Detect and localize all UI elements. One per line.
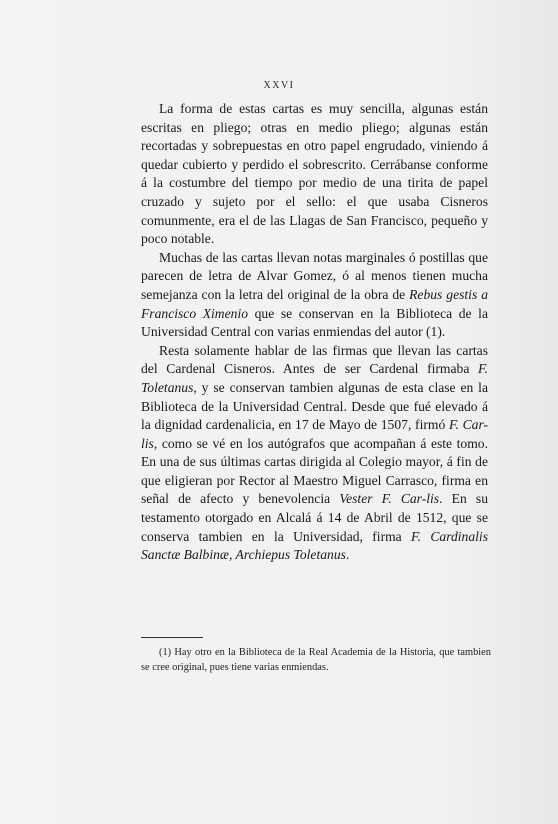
paragraph-3-text-d: . En su testamento otorgado en Alcalá á 14 de Abril de 1512, que se conserva tambien en la Universidad, firma xyxy=(141,491,488,544)
signature-f-car-lis: F. Car-lis xyxy=(141,417,488,451)
footnote: (1) Hay otro en la Biblioteca de la Real Academia de la Historia, que tambien se cree original, pues tiene varias enmiendas. xyxy=(141,647,491,673)
paragraph-3-text-c: , como se vé en los autógrafos que acompañan á este tomo. En una de sus últimas cartas dirigida al Colegio mayor, á fin de que eligieran por Rector al Maestro Miguel Carrasco, firma en señal de afecto y benevolencia xyxy=(141,435,488,507)
paragraph-3 xyxy=(141,342,488,565)
signature-f-toletanus: F. Toletanus xyxy=(141,361,488,395)
paragraph-2-text-b: que se conservan en la Biblioteca de la Universidad Central con varias enmiendas del autor (1). xyxy=(141,305,488,340)
signature-vester-f-car-lis: Vester F. Car-lis xyxy=(339,491,440,507)
paragraph-1 xyxy=(141,100,488,249)
paragraph-2-text-a: Muchas de las cartas llevan notas marginales ó postillas que parecen de letra de Alvar Gomez, ó al menos tienen mucha semejanza con la letra del original de la obra de xyxy=(141,249,488,302)
paragraph-2 xyxy=(141,249,488,342)
paragraph-3-text-e: . xyxy=(345,547,350,563)
paragraph-1-text: La forma de estas cartas es muy sencilla, algunas están escritas en pliego; otras en medio pliego; algunas están recortadas y sobrepuestas en otro papel engrudado, viniendo á quedar cubierto y perdido el sobrescrito. Cerrábanse conforme á la costumbre del tiempo por medio de una tirita de papel cruzado y sujeto por el sello: el que usaba Cisneros comunmente, era el de las Llagas de San Francisco, pequeño y poco notable. xyxy=(141,101,488,247)
footnote-divider xyxy=(141,637,203,638)
signature-cardinalis-sanctae-balbinae: F. Cardinalis Sanctæ Balbinæ, Archiepus Toletanus xyxy=(141,528,488,563)
paragraph-3-text-b: , y se conservan tambien algunas de esta clase en la Biblioteca de la Universidad Central. Desde que fué elevado á la dignidad cardenalicia, en 17 de Mayo de 1507, firmó xyxy=(141,379,488,433)
work-title-rebus-gestis: Rebus gestis a Francisco Ximenio xyxy=(141,286,488,321)
main-text xyxy=(141,100,488,565)
paragraph-3-text-a: Resta solamente hablar de las firmas que llevan las cartas del Cardenal Cisneros. Antes de ser Cardenal firmaba xyxy=(141,342,488,377)
page-number: XXVI xyxy=(263,80,295,91)
